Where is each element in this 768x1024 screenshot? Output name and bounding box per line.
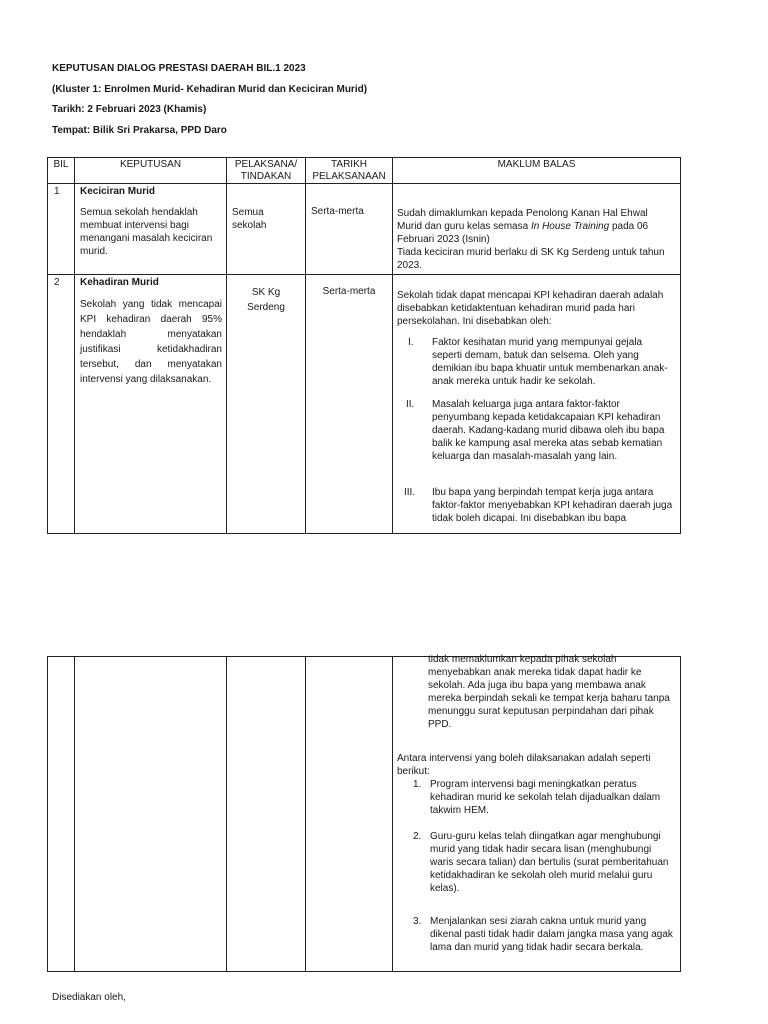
col-header-keputusan: KEPUTUSAN [75, 158, 227, 184]
reason-continuation: tidak memaklumkan kepada pihak sekolah menyebabkan anak mereka tidak dapat hadir ke sekolah. Ada juga ibu bapa yang membawa anak mereka berpindah sekali ke tempat kerja baharu tanpa menunggu surat keputusan perpindahan dari pihak PPD. [428, 654, 670, 730]
list-item: 1. Program intervensi bagi meningkatkan peratus kehadiran murid ke sekolah telah dijadualkan dalam takwim HEM. [413, 779, 661, 816]
col-header-tarikh: TARIKH PELAKSANAAN [306, 158, 393, 184]
row-number: 1 [48, 184, 75, 275]
maklum-balas-cell [393, 184, 681, 275]
decision-table [47, 157, 681, 534]
table-header-row [48, 158, 681, 184]
intervensi-intro: Antara intervensi yang boleh dilaksanakan adalah seperti berikut: [397, 753, 651, 777]
keputusan-cell [75, 275, 227, 534]
maklum-balas-cell [393, 654, 681, 972]
list-item: 3. Menjalankan sesi ziarah cakna untuk murid yang dikenal pasti tidak hadir dalam jangka masa yang agak lama dan murid yang tidak hadir secara berkala. [413, 916, 673, 953]
col-header-maklum-balas: MAKLUM BALAS [393, 158, 681, 184]
keputusan-text: Semua sekolah hendaklah membuat intervensi bagi menangani masalah keciciran murid. [80, 207, 213, 257]
table-row [48, 657, 681, 972]
list-item: 2. Guru-guru kelas telah diingatkan agar menghubungi murid yang tidak hadir secara lisan (menghubungi waris secara talian) dan bertulis (surat pemberitahuan ketidakhadiran ke sekolah oleh murid melalui guru kelas). [413, 831, 669, 894]
table-row [48, 275, 681, 534]
prepared-by-label: Disediakan oleh, [52, 992, 126, 1003]
col-header-bil: BIL [48, 158, 75, 184]
list-item: III. Ibu bapa yang berpindah tempat kerja juga antara faktor-faktor menyebabkan KPI kehadiran daerah juga tidak boleh dicapai. Ini disebabkan ibu bapa [404, 487, 673, 524]
keputusan-text: Sekolah yang tidak mencapai KPI kehadiran daerah 95% hendaklah menyatakan justifikasi ketidakhadiran tersebut, dan menyatakan intervensi yang dilaksanakan. [80, 299, 222, 385]
pelaksana-cell: SK Kg Serdeng [227, 275, 306, 534]
maklum-balas-cell [393, 275, 681, 534]
maklum-balas-text: Sudah dimaklumkan kepada Penolong Kanan Hal Ehwal Murid dan guru kelas semasa In House Training pada 06 Februari 2023 (Isnin) Tiada keciciran murid berlaku di SK Kg Serdeng untuk tahun 2023. [397, 208, 665, 271]
list-item: II. Masalah keluarga juga antara faktor-faktor penyumbang kepada ketidakcapaian KPI kehadiran daerah. Kadang-kadang murid dibawa oleh ibu bapa balik ke kampung asal mereka atas sebab kematian keluarga dan masalah-masalah yang lain. [406, 399, 665, 462]
continuation-table [47, 656, 681, 972]
row-number: 2 [48, 275, 75, 534]
pelaksana-cell: Semua sekolah [227, 184, 306, 275]
document-title: KEPUTUSAN DIALOG PRESTASI DAERAH BIL.1 2023 [52, 63, 306, 74]
col-header-pelaksana: PELAKSANA/ TINDAKAN [227, 158, 306, 184]
list-item: I. Faktor kesihatan murid yang mempunyai gejala seperti demam, batuk dan selsema. Oleh yang demikian ibu bapa khuatir untuk membenarkan anak-anak mereka untuk hadir ke sekolah. [408, 337, 668, 387]
document-subtitle: (Kluster 1: Enrolmen Murid- Kehadiran Murid dan Keciciran Murid) [52, 84, 368, 95]
meeting-place: Tempat: Bilik Sri Prakarsa, PPD Daro [52, 125, 227, 136]
tarikh-cell: Serta-merta [306, 184, 393, 275]
row-title: Kehadiran Murid [80, 277, 159, 288]
reason-intro: Sekolah tidak dapat mencapai KPI kehadiran daerah adalah disebabkan ketidaktentuan kehadiran murid pada hari persekolahan. Ini disebabkan oleh: [397, 290, 664, 327]
keputusan-cell [75, 184, 227, 275]
tarikh-cell: Serta-merta [306, 275, 393, 534]
table-row [48, 184, 681, 275]
meeting-date: Tarikh: 2 Februari 2023 (Khamis) [52, 104, 207, 115]
row-title: Keciciran Murid [80, 186, 156, 197]
